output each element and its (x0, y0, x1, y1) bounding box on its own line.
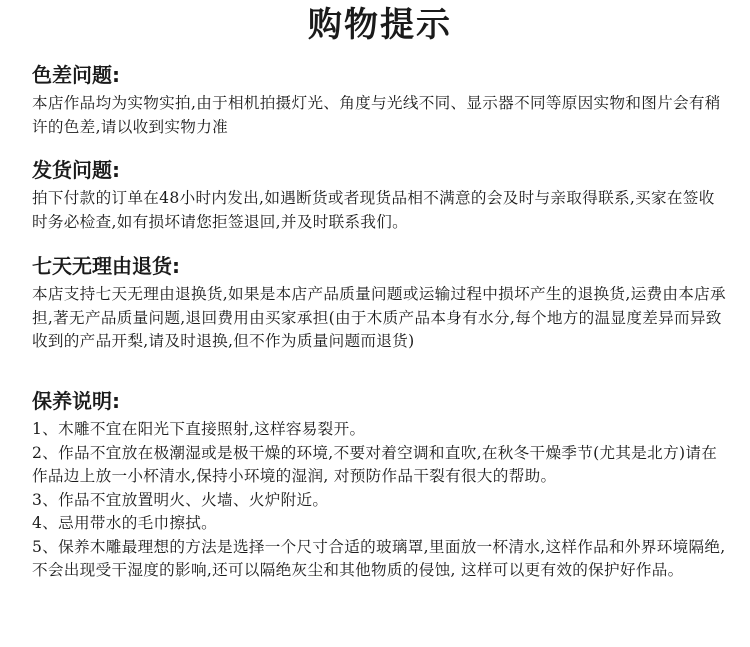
care-item: 5、保养木雕最理想的方法是选择一个尺寸合适的玻璃罩,里面放一杯清水,这样作品和外界环境隔绝,不会出现受干湿度的影响,还可以隔绝灰尘和其他物质的侵蚀, 这样可以更有效的保护好作品。 (32, 537, 726, 579)
section-heading-color: 色差问题: (32, 63, 120, 87)
section-color-difference (32, 58, 728, 139)
section-returns (32, 249, 728, 354)
section-shipping (32, 153, 728, 234)
section-text-color: 本店作品均为实物实拍,由于相机拍摄灯光、角度与光线不同、显示器不同等原因实物和图片会有稍许的色差,请以收到实物力准 (32, 94, 721, 136)
page-title: 购物提示 (308, 5, 452, 45)
care-item: 3、作品不宜放置明火、火墙、火炉附近。 (32, 490, 329, 509)
care-item: 1、木雕不宜在阳光下直接照射,这样容易裂开。 (32, 420, 366, 438)
care-item: 2、作品不宜放在极潮湿或是极干燥的环境,不要对着空调和直吹,在秋冬干燥季节(尤其是北方)请在作品边上放一小杯清水,保持小环境的湿润, 对预防作品干裂有很大的帮助。 (32, 443, 718, 485)
section-text-shipping: 拍下付款的订单在48小时内发出,如遇断货或者现货品相不满意的会及时与亲取得联系,买家在签收时务必检查,如有损坏请您拒签退回,并及时联系我们。 (32, 189, 715, 231)
section-heading-returns: 七天无理由退货: (32, 254, 180, 278)
section-heading-shipping: 发货问题: (32, 158, 120, 182)
section-heading-care: 保养说明: (32, 389, 120, 413)
care-item: 4、忌用带水的毛巾擦拭。 (32, 514, 218, 532)
section-care-instructions (32, 384, 728, 583)
care-list (32, 418, 728, 583)
section-text-returns: 本店支持七天无理由退换货,如果是本店产品质量问题或运输过程中损坏产生的退换货,运费由本店承担,著无产品质量问题,退回费用由买家承担(由于木质产品本身有水分,每个地方的温显度差异而异致收到的产品开梨,请及时退换,但不作为质量问题而退货) (32, 285, 726, 350)
